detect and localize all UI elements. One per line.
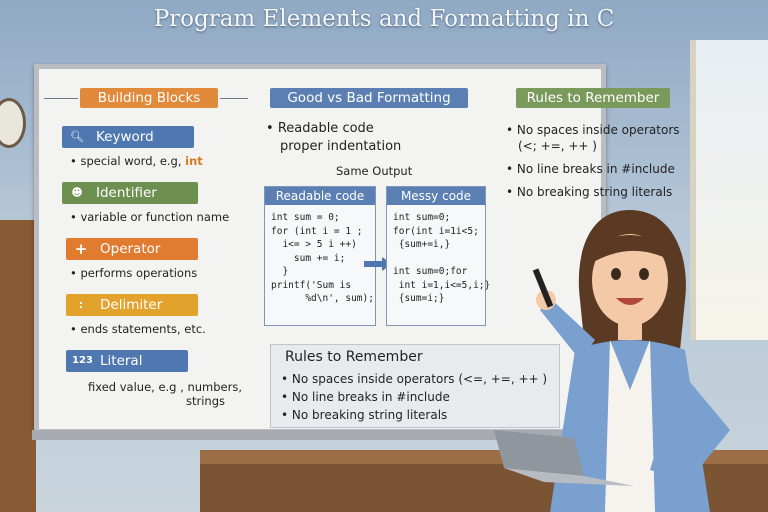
rule-item: • No spaces inside operators (<=, +=, ++ ) — [281, 372, 548, 386]
rule-text: No line breaks in #include — [291, 390, 450, 404]
code-line: %d\n', sum); — [271, 293, 374, 304]
rules-header: Rules to Remember — [516, 88, 670, 108]
divider — [220, 98, 248, 99]
operator-text: Operator — [100, 241, 161, 257]
identifier-label — [62, 182, 198, 204]
code-line: } — [271, 266, 289, 277]
literal-text: Literal — [100, 353, 143, 369]
messy-code-body — [387, 205, 491, 306]
literal-label — [66, 350, 188, 372]
keyword-label — [62, 126, 194, 148]
identifier-desc: • variable or function name — [70, 210, 230, 224]
code-line: printf('Sum is — [271, 279, 352, 291]
messy-code-box — [386, 186, 491, 326]
operator-label — [66, 238, 198, 260]
code-line: int sum=0;for — [393, 266, 468, 277]
rule-text: No breaking string literals — [516, 185, 673, 199]
rule-text: No line breaks in #include — [516, 162, 675, 176]
code-line: int sum = 0; — [271, 212, 340, 223]
rules-summary-title: Rules to Remember — [285, 349, 423, 365]
colon-icon: : — [78, 298, 84, 311]
rule-text: No breaking string literals — [291, 408, 448, 422]
rule-item: • No line breaks in #include — [506, 162, 675, 176]
divider — [44, 98, 78, 99]
plus-icon: + — [74, 240, 88, 258]
rule-item: • No breaking string literals — [506, 185, 673, 199]
rule-item-cont: (<; +=, ++ ) — [518, 139, 597, 153]
readable-code-title: Readable code — [265, 187, 375, 205]
identifier-text: Identifier — [96, 185, 157, 201]
messy-code-title: Messy code — [387, 187, 485, 205]
literal-desc-2: strings — [186, 394, 226, 408]
rule-text: No spaces inside operators (<=, +=, ++ ) — [291, 372, 548, 386]
keyword-text: Keyword — [96, 129, 154, 145]
readable-code-body — [265, 205, 375, 306]
readable-bullet-text: Readable code — [277, 121, 374, 136]
page-title: Program Elements and Formatting in C — [153, 6, 615, 32]
rule-text: No spaces inside operators — [516, 123, 680, 137]
code-line: int i=1,i<=5,i;} — [393, 279, 491, 291]
identifier-desc-text: variable or function name — [80, 210, 230, 224]
rule-item: • No line breaks in #include — [281, 390, 450, 404]
keyword-highlight: int — [185, 154, 203, 168]
operator-desc: • performs operations — [70, 266, 198, 280]
bookshelf — [0, 220, 36, 512]
magnifier-icon: 🔍︎ — [70, 130, 84, 143]
rule-item: • No breaking string literals — [281, 408, 448, 422]
delimiter-label — [66, 294, 198, 316]
literal-desc: fixed value, e.g , numbers, — [88, 380, 242, 394]
code-line: {sum+=i,} — [393, 239, 451, 250]
readable-bullet: • Readable code — [266, 121, 374, 136]
delimiter-text: Delimiter — [100, 297, 163, 313]
laptop — [484, 430, 634, 490]
numbers-icon: 123 — [72, 355, 93, 366]
code-line — [393, 252, 485, 266]
formatting-header: Good vs Bad Formatting — [270, 88, 468, 108]
code-line: i<= > 5 i ++) — [271, 239, 357, 250]
readable-sub: proper indentation — [280, 139, 402, 154]
keyword-desc-text: special word, e.g, — [80, 154, 186, 168]
delimiter-desc: • ends statements, etc. — [70, 322, 206, 336]
code-line: int sum=0; — [393, 212, 451, 223]
person-icon: ☻ — [71, 186, 83, 199]
code-line: {sum=i;} — [393, 293, 445, 304]
readable-code-box — [264, 186, 376, 326]
code-line: sum += i; — [271, 252, 346, 264]
keyword-desc: • special word, e.g, int — [70, 154, 203, 168]
same-output-label: Same Output — [336, 164, 413, 178]
building-blocks-header: Building Blocks — [80, 88, 218, 108]
delimiter-desc-text: ends statements, etc. — [80, 322, 206, 336]
operator-desc-text: performs operations — [80, 266, 198, 280]
code-line: for(int i=1i<5; — [393, 225, 479, 237]
rule-item: • No spaces inside operators — [506, 123, 680, 137]
code-line: for (int i = 1 ; — [271, 225, 363, 237]
